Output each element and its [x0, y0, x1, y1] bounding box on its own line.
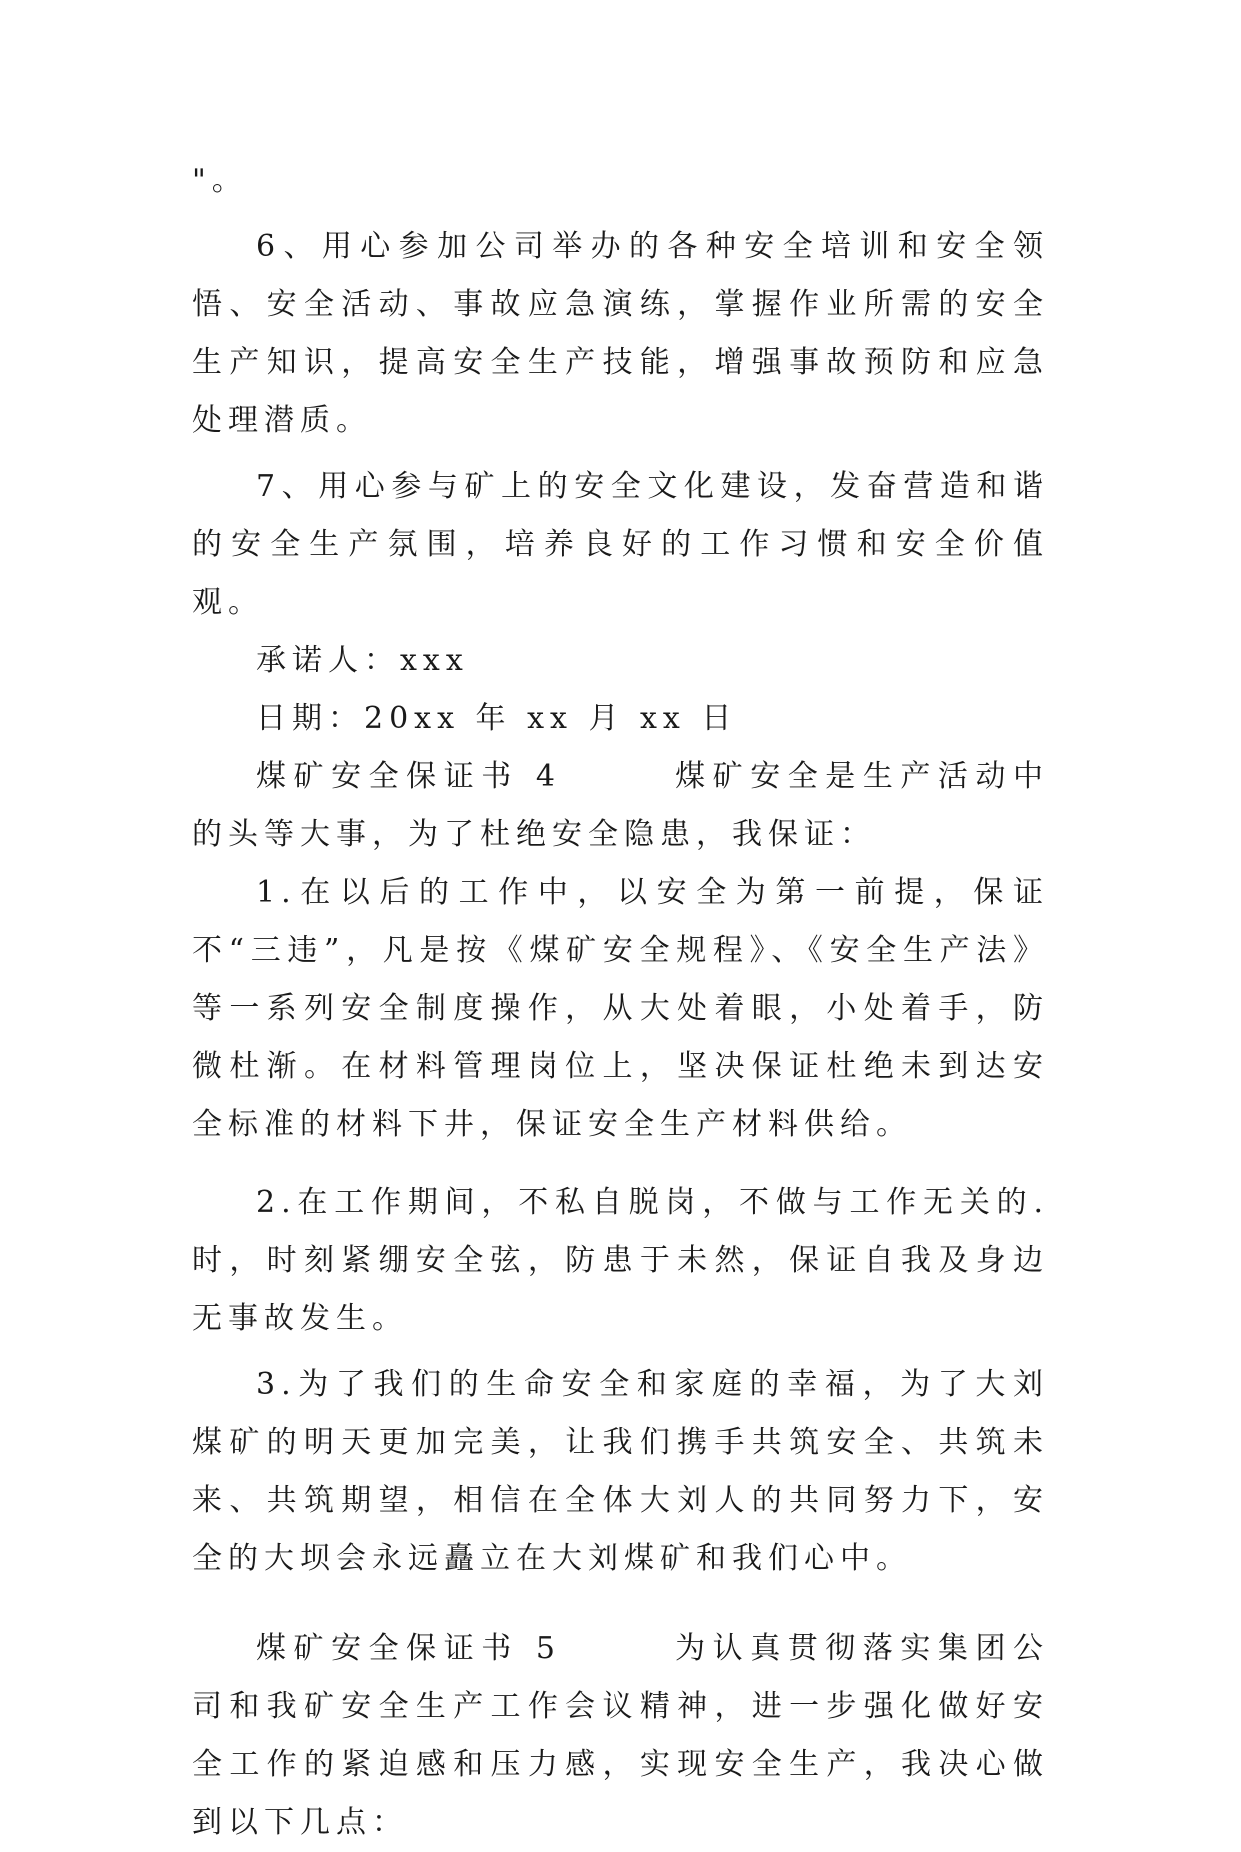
paragraph-point-1: 1.在以后的工作中，以安全为第一前提，保证不“三违”，凡是按《煤矿安全规程》、《安全生产法》等一系列安全制度操作，从大处着眼，小处着手，防微杜渐。在材料管理岗位上，坚决保证杜绝未到达安全标准的材料下井，保证安全生产材料供给。	[192, 875, 1049, 1142]
paragraph-fragment-quote: "。	[192, 163, 248, 198]
paragraph-point-2: 2.在工作期间，不私自脱岗，不做与工作无关的.时，时刻紧绷安全弦，防患于未然，保证自我及身边无事故发生。	[192, 1185, 1049, 1336]
paragraph-item-7: 7、用心参与矿上的安全文化建设，发奋营造和谐的安全生产氛围，培养良好的工作习惯和安全价值观。	[192, 469, 1049, 620]
section-heading-4: 煤矿安全保证书 4 煤矿安全是生产活动中的头等大事，为了杜绝安全隐患，我保证：	[192, 759, 1049, 852]
paragraph-item-6: 6、用心参加公司举办的各种安全培训和安全领悟、安全活动、事故应急演练，掌握作业所需的安全生产知识，提高安全生产技能，增强事故预防和应急处理潜质。	[192, 229, 1049, 438]
promiser-line: 承诺人：xxx	[256, 643, 469, 678]
paragraph-point-3: 3.为了我们的生命安全和家庭的幸福，为了大刘煤矿的明天更加完美，让我们携手共筑安全、共筑未来、共筑期望，相信在全体大刘人的共同努力下，安全的大坝会永远矗立在大刘煤矿和我们心中。	[192, 1367, 1049, 1576]
section-heading-5: 煤矿安全保证书 5 为认真贯彻落实集团公司和我矿安全生产工作会议精神，进一步强化做好安全工作的紧迫感和压力感，实现安全生产，我决心做到以下几点：	[192, 1631, 1049, 1840]
date-line: 日期：20xx 年 xx 月 xx 日	[256, 701, 738, 736]
document-body	[192, 152, 1049, 1852]
